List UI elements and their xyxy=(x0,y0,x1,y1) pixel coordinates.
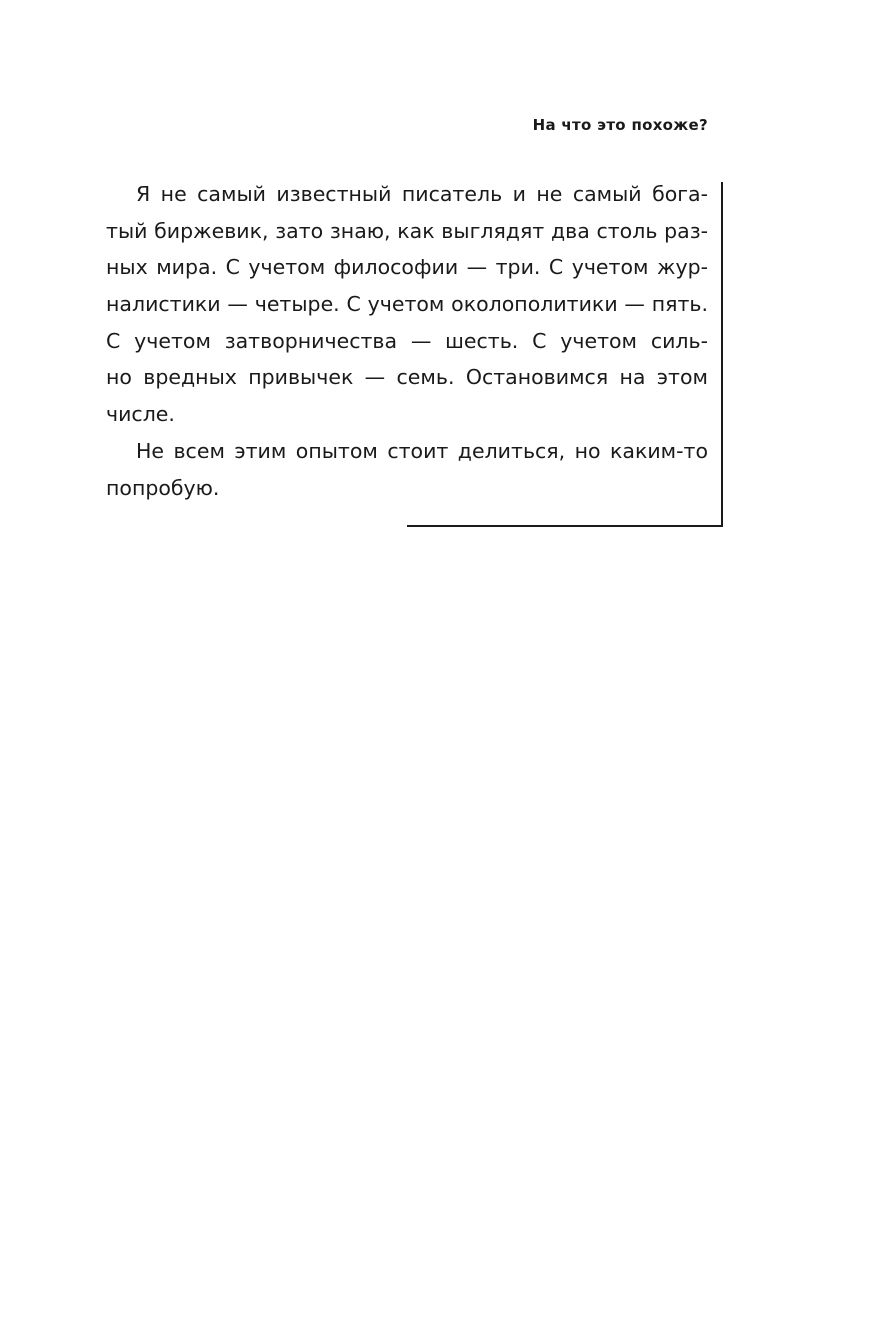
paragraph-1-line-7: числе. xyxy=(106,402,175,427)
paragraph-2-line-2: попробую. xyxy=(106,475,220,500)
paragraph-2 xyxy=(106,433,708,506)
frame-bottom-rule xyxy=(407,525,723,527)
frame-right-rule xyxy=(721,182,723,527)
paragraph-1-line-2: тый биржевик, зато знаю, как выглядят два столь раз- xyxy=(106,218,708,243)
paragraph-1-line-6: но вредных привычек — семь. Остановимся на этом xyxy=(106,365,708,390)
paragraph-1-line-3: ных мира. С учетом философии — три. С учетом жур- xyxy=(106,255,708,280)
body-text xyxy=(106,176,708,506)
paragraph-1-line-4: налистики — четыре. С учетом околополитики — пять. xyxy=(106,292,708,317)
running-header-title: На что это похоже? xyxy=(532,116,708,134)
paragraph-1 xyxy=(106,176,708,433)
paragraph-1-line-5: С учетом затворничества — шесть. С учетом силь- xyxy=(106,328,708,353)
paragraph-2-line-1: Не всем этим опытом стоит делиться, но каким-то xyxy=(136,438,708,463)
paragraph-1-line-1: Я не самый известный писатель и не самый бога- xyxy=(136,182,708,206)
